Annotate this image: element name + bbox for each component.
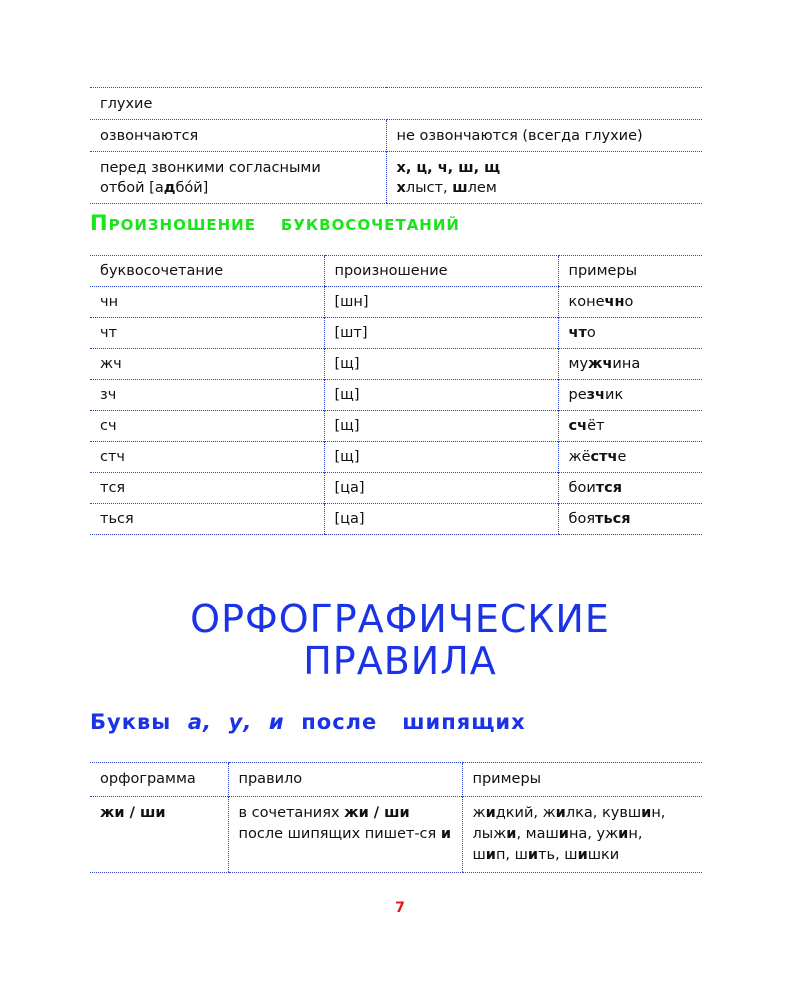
unvoiced-letters: х, ц, ч, ш, щ bbox=[396, 160, 501, 176]
example-cell: мужчина bbox=[558, 349, 702, 380]
page-number: 7 bbox=[395, 900, 405, 916]
unvoiced-example: хлыст, шлем bbox=[396, 180, 497, 196]
pronunciation-cell: [шн] bbox=[324, 287, 558, 318]
page-main-title bbox=[0, 598, 800, 682]
combo-cell: чн bbox=[90, 287, 324, 318]
example-line: шип, шить, шишки bbox=[472, 847, 620, 863]
examples-cell bbox=[462, 797, 702, 873]
combo-cell: ться bbox=[90, 504, 324, 535]
table-row bbox=[90, 349, 702, 380]
voiceless-consonants-table bbox=[90, 87, 702, 204]
table-row bbox=[90, 797, 702, 873]
column-header-rule: правило bbox=[228, 763, 462, 797]
voiced-column-title: озвончаются bbox=[90, 120, 386, 152]
example-line: лыжи, машина, ужин, bbox=[472, 826, 643, 842]
section-title-vowels-after-sibilants: Буквы а, у, и после шипящих bbox=[90, 710, 526, 734]
example-cell: резчик bbox=[558, 380, 702, 411]
example-cell: жёстче bbox=[558, 442, 702, 473]
example-cell: что bbox=[558, 318, 702, 349]
column-header-orthogram: орфограмма bbox=[90, 763, 228, 797]
example-cell: бояться bbox=[558, 504, 702, 535]
table-row bbox=[90, 411, 702, 442]
pronunciation-cell: [щ] bbox=[324, 349, 558, 380]
pronunciation-cell: [щ] bbox=[324, 411, 558, 442]
example-cell: счёт bbox=[558, 411, 702, 442]
table-header-row bbox=[90, 763, 702, 797]
column-header-examples: примеры bbox=[462, 763, 702, 797]
spelling-rules-table bbox=[90, 762, 702, 873]
pronunciation-cell: [щ] bbox=[324, 380, 558, 411]
table-header-row bbox=[90, 256, 702, 287]
table-row bbox=[90, 442, 702, 473]
table-row bbox=[90, 504, 702, 535]
combo-cell: жч bbox=[90, 349, 324, 380]
table-row bbox=[90, 380, 702, 411]
pronunciation-cell: [щ] bbox=[324, 442, 558, 473]
section-title-letter-combinations: Произношение буквосочетаний bbox=[90, 211, 460, 235]
column-header-combo: буквосочетание bbox=[90, 256, 324, 287]
unvoiced-cell bbox=[386, 152, 702, 204]
combo-cell: сч bbox=[90, 411, 324, 442]
pronunciation-cell: [шт] bbox=[324, 318, 558, 349]
column-header-examples: примеры bbox=[558, 256, 702, 287]
pronunciation-cell: [ца] bbox=[324, 473, 558, 504]
main-title-line-1: ОРФОГРАФИЧЕСКИЕ bbox=[190, 597, 610, 641]
pronunciation-cell: [ца] bbox=[324, 504, 558, 535]
example-cell: боится bbox=[558, 473, 702, 504]
table-row bbox=[90, 318, 702, 349]
letter-combinations-table bbox=[90, 255, 702, 535]
rule-cell: в сочетаниях жи / ши после шипящих пишет-ся и bbox=[228, 797, 462, 873]
voiceless-header: глухие bbox=[90, 88, 702, 120]
combo-cell: зч bbox=[90, 380, 324, 411]
column-header-pronunciation: произношение bbox=[324, 256, 558, 287]
main-title-line-2: ПРАВИЛА bbox=[303, 639, 497, 683]
combo-cell: чт bbox=[90, 318, 324, 349]
example-line: жидкий, жилка, кувшин, bbox=[472, 805, 666, 821]
voiced-cell bbox=[90, 152, 386, 204]
combo-cell: стч bbox=[90, 442, 324, 473]
voiced-rule: перед звонкими согласными bbox=[100, 160, 321, 176]
table-row bbox=[90, 287, 702, 318]
table-row bbox=[90, 473, 702, 504]
unvoiced-column-title: не озвончаются (всегда глухие) bbox=[386, 120, 702, 152]
example-cell: конечно bbox=[558, 287, 702, 318]
combo-cell: тся bbox=[90, 473, 324, 504]
orthogram-cell: жи / ши bbox=[90, 797, 228, 873]
voiced-example: отбой [адбо́й] bbox=[100, 180, 209, 196]
